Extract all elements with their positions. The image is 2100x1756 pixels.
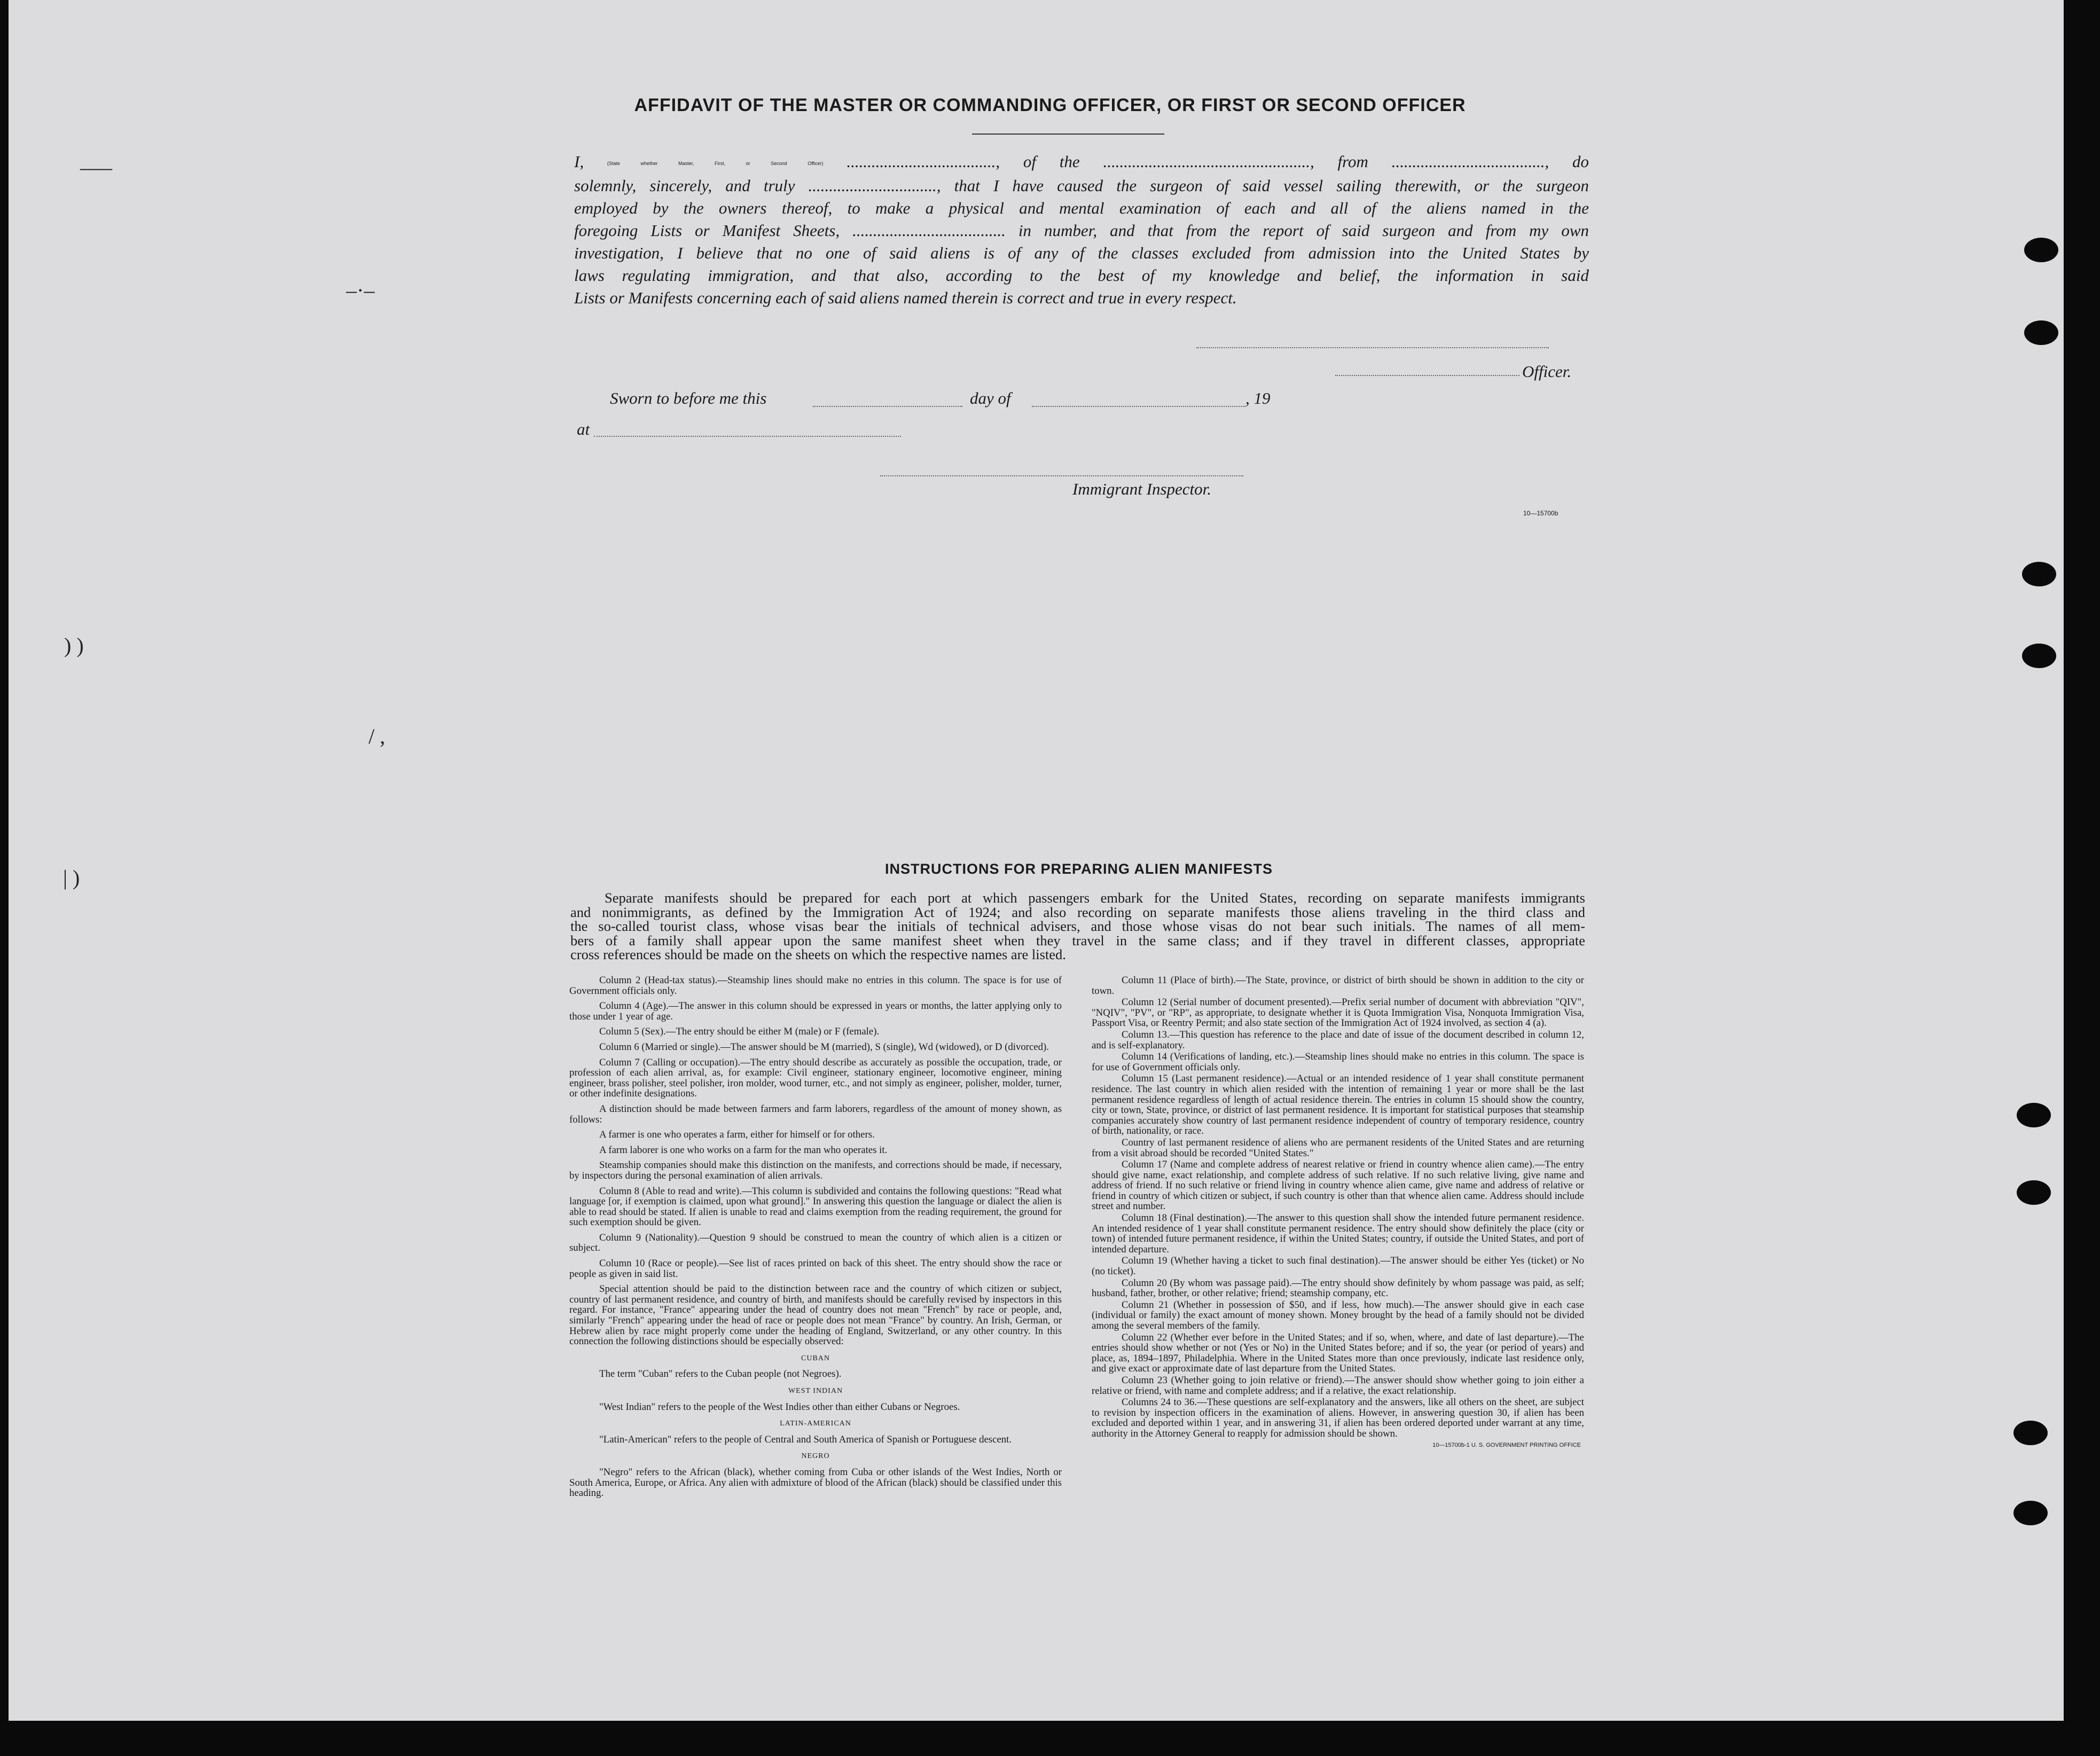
instruction-paragraph: Columns 24 to 36.—These questions are self-explanatory and the answers, like all others on the sheet, are subject to revision by inspection officers in the examination of aliens. However, in answering question 30, if alien has been excluded and deported within 1 year, and in answering 31, if alien has been ordered deported under warrant at any time, authority in the Attorney General to reapply for admission should be shown.	[1092, 1397, 1584, 1439]
margin-mark: / ,	[369, 724, 386, 748]
instruction-paragraph: Column 11 (Place of birth).—The State, province, or district of birth should be shown in addition to the city or town.	[1092, 975, 1584, 997]
instruction-paragraph: Column 8 (Able to read and write).—This column is subdivided and contains the following questions: "Read what language [or, if exemption is claimed, upon what ground]." In answering this question the language or dialect the alien is able to read should be stated. If alien is unable to read and claims exemption from the reading requirement, the ground for such exemption should be given.	[569, 1185, 1062, 1228]
officer-label: Officer.	[1522, 362, 1572, 381]
i-label: I,	[574, 152, 584, 171]
instruction-paragraph: Column 4 (Age).—The answer in this column should be expressed in years or months, the latter applying only to those under 1 year of age.	[569, 1000, 1062, 1022]
place-line	[594, 436, 901, 437]
instruction-paragraph: Column 20 (By whom was passage paid).—The entry should show definitely by whom passage was paid, as self; husband, father, brother, or other relative; friend; steamship company, etc.	[1092, 1277, 1584, 1299]
title-rule	[972, 134, 1164, 135]
intro-line: cross references should be made on the sheets on which the respective names are listed.	[570, 946, 1066, 962]
instruction-paragraph: Column 22 (Whether ever before in the United States; and if so, when, where, and date of last departure).—The entries should show whether or not (Yes or No) in the United States before; and if so, the year (or period of years) and place, as, 1894–1897, Philadelphia. Where in the United States more than once previously, indicate last residence only, and give exact or approximate date of last departure from the United States.	[1092, 1331, 1584, 1375]
punch-hole	[2022, 644, 2056, 668]
instruction-paragraph: Column 15 (Last permanent residence).—Actual or an intended residence of 1 year shall constitute permanent residence. The last country in which alien resided with the intention of remaining 1 year or more shall be the last permanent residence regardless of length of actual residence therein. The entries in column 15 should show the country, city or town, State, province, or district of last permanent residence. It is important for statistical purposes that steamship companies accurately show country of last permanent residence independent of country of temporary residence, country of birth, nationality, or race.	[1092, 1073, 1584, 1137]
intro-line: bers of a family shall appear upon the same manifest sheet when they travel in the same class; and if they travel in different classes, appropriate	[570, 932, 1585, 948]
instruction-paragraph: Column 12 (Serial number of document presented).—Prefix serial number of document with abbreviation "QIV", "NQIV", "PV", or "RP", as appropriate, to designate whether it is Quota Immigration Visa, Nonquota Immigration Visa, Passport Visa, or Reentry Permit; and also state section of the Immigration Act of 1924 involved, as section 4 (a).	[1092, 997, 1584, 1029]
race-heading: LATIN-AMERICAN	[780, 1420, 851, 1428]
officer-rank-note: (State whether Master, First, or Second Officer)	[607, 160, 824, 166]
instruction-paragraph: Column 19 (Whether having a ticket to such final destination).—The answer should be either Yes (ticket) or No (no ticket).	[1092, 1255, 1584, 1277]
affidavit-line-3: employed by the owners thereof, to make a physical and mental examination of each and all of the aliens named in the	[574, 198, 1589, 217]
of-the-label: , of the	[996, 152, 1080, 171]
instruction-paragraph: Column 2 (Head-tax status).—Steamship lines should make no entries in this column. The space is for use of Government officials only.	[569, 975, 1062, 997]
instructions-right-column	[1092, 975, 1584, 1451]
sworn-label: Sworn to before me this	[610, 389, 767, 407]
instruction-paragraph: Column 23 (Whether going to join relative or friend).—The answer should show whether going to join either a relative or friend, with name and complete address; and if a relative, the exact relationship.	[1092, 1374, 1584, 1397]
inspector-label: Immigrant Inspector.	[1072, 480, 1212, 498]
punch-hole	[2017, 1103, 2051, 1127]
instruction-paragraph: A farmer is one who operates a farm, either for himself or for others.	[599, 1129, 875, 1141]
margin-mark: ) )	[64, 633, 84, 657]
affidavit-line-1: I, (State whether Master, First, or Second Officer) ...................................., of the .................................................., from ....................................., do	[574, 152, 1589, 171]
margin-mark: | )	[63, 866, 80, 890]
race-definition: The term "Cuban" refers to the Cuban people (not Negroes).	[599, 1368, 842, 1380]
instruction-paragraph: Special attention should be paid to the distinction between race and the country of which citizen or subject, country of last permanent residence, and country of birth, and manifests should be carefully revised by inspectors in this regard. For instance, "France" appearing under the head of country does not mean "French" by race or people, and, similarly "French" appearing under the head of race or people does not mean "France" by country. An Irish, German, or Hebrew alien by race might properly come under the heading of England, Switzerland, or any other country. In this connection the following distinctions should be especially observed:	[569, 1283, 1062, 1347]
instructions-intro	[570, 891, 1585, 962]
sworn-day-line	[813, 406, 962, 407]
race-definition: "Negro" refers to the African (black), whether coming from Cuba or other islands of the West Indies, North or South America, Europe, or Africa. Any alien with admixture of blood of the African (black) should be classified under this heading.	[569, 1466, 1062, 1499]
punch-hole	[2024, 238, 2058, 262]
punch-hole	[2022, 562, 2056, 586]
affidavit-line-7: Lists or Manifests concerning each of said aliens named therein is correct and true in every respect.	[574, 288, 1237, 307]
form-number: 10—15700b	[1523, 509, 1558, 517]
punch-hole	[2024, 320, 2058, 345]
punch-hole	[2017, 1180, 2051, 1205]
instruction-paragraph: Column 13.—This question has reference to the place and date of issue of the document described in column 12, and is self-explanatory.	[1092, 1029, 1584, 1051]
at-label: at	[577, 420, 590, 438]
race-definition: "West Indian" refers to the people of the West Indies other than either Cubans or Negroes.	[599, 1401, 960, 1413]
affidavit-line-6: laws regulating immigration, and that also, according to the best of my knowledge and belief, the information in said	[574, 265, 1589, 285]
intro-line: Separate manifests should be prepared for each port at which passengers embark for the United States, recording on separate manifests immigrants	[605, 890, 1585, 906]
day-of-label: day of	[970, 389, 1011, 407]
instructions-title: INSTRUCTIONS FOR PREPARING ALIEN MANIFESTS	[884, 861, 1273, 877]
instruction-paragraph: Column 18 (Final destination).—The answer to this question shall show the intended future permanent residence. An intended residence of 1 year shall constitute permanent residence. The entry should show definitely the place (city or town) of intended future permanent residence, if within the United States; country, if outside the United States, and port of intended departure.	[1092, 1212, 1584, 1255]
instruction-paragraph: Column 9 (Nationality).—Question 9 should be construed to mean the country of which alien is a citizen or subject.	[569, 1232, 1062, 1254]
race-heading: CUBAN	[801, 1354, 830, 1362]
do-label: , do	[1545, 152, 1589, 171]
affidavit-line-5: investigation, I believe that no one of said aliens is of any of the classes excluded from admission into the United States by	[574, 243, 1589, 262]
instruction-paragraph: Column 5 (Sex).—The entry should be either M (male) or F (female).	[599, 1026, 880, 1038]
margin-mark: –—	[80, 155, 112, 179]
instruction-paragraph: Column 17 (Name and complete address of nearest relative or friend in country whence alien came).—The entry should give name, exact relationship, and complete address of such relative. If no such relative living, give name and address of friend. If no such relative or friend living in country whence alien came, give name and address of relative or friend in country of which citizen or subject, if such country is other than that whence alien came. Address should include street and number.	[1092, 1159, 1584, 1212]
inspector-signature-line	[880, 475, 1243, 476]
intro-line: the so-called tourist class, whose visas bear the initials of technical advisers, and those whose visas do not bear such initials. The names of all mem-	[570, 918, 1585, 934]
affidavit-line-4: foregoing Lists or Manifest Sheets, ..................................... in number, and that from the report of said surgeon and from my own	[574, 221, 1589, 240]
instruction-paragraph: Column 14 (Verifications of landing, etc.).—Steamship lines should make no entries in this column. The space is for use of Government officials only.	[1092, 1051, 1584, 1073]
instruction-paragraph: Column 10 (Race or people).—See list of races printed on back of this sheet. The entry should show the race or people as given in said list.	[569, 1258, 1062, 1280]
officer-signature-line	[1335, 375, 1519, 376]
race-heading: NEGRO	[801, 1452, 830, 1461]
punch-hole	[2013, 1421, 2048, 1445]
printing-office-code: 10—15700b-1 U. S. GOVERNMENT PRINTING OFFICE	[1432, 1441, 1581, 1448]
instruction-paragraph: Column 7 (Calling or occupation).—The entry should describe as accurately as possible the occupation, trade, or profession of each alien arrival, as, for example: Civil engineer, stationary engineer, locomotive engineer, mining engineer, brass polisher, steel polisher, iron molder, wood turner, etc., and not simply as engineer, polisher, molder, turner, or other indefinite designations.	[569, 1056, 1062, 1100]
punch-hole	[2013, 1501, 2048, 1525]
race-heading: WEST INDIAN	[788, 1387, 843, 1395]
signature-line	[1196, 347, 1549, 348]
instructions-left-column	[569, 975, 1062, 1503]
affidavit-body	[574, 151, 1589, 309]
race-definition: "Latin-American" refers to the people of Central and South America of Spanish or Portuguese descent.	[599, 1433, 1012, 1445]
year-label: , 19	[1245, 389, 1271, 407]
instruction-paragraph: A distinction should be made between farmers and farm laborers, regardless of the amount of money shown, as follows:	[569, 1103, 1062, 1125]
affidavit-title: AFFIDAVIT OF THE MASTER OR COMMANDING OFFICER, OR FIRST OR SECOND OFFICER	[634, 95, 1466, 115]
instruction-paragraph: Country of last permanent residence of aliens who are permanent residents of the United States and are returning from a visit abroad should be recorded "United States."	[1092, 1136, 1584, 1159]
instruction-paragraph: A farm laborer is one who works on a farm for the man who operates it.	[599, 1144, 888, 1156]
from-label: , from	[1310, 152, 1368, 171]
affidavit-line-2: solemnly, sincerely, and truly ..............................., that I have caused the surgeon of said vessel sailing therewith, or the surgeon	[574, 176, 1589, 195]
instruction-paragraph: Column 21 (Whether in possession of $50, and if less, how much).—The answer should give in each case (individual or family) the exact amount of money shown. Money brought by the head of a family should not be divided among the several members of the family.	[1092, 1299, 1584, 1331]
margin-mark: –·–	[346, 278, 375, 302]
intro-line: and nonimmigrants, as defined by the Immigration Act of 1924; and also recording on separate manifests those aliens traveling in the third class and	[570, 904, 1585, 920]
instruction-paragraph: Column 6 (Married or single).—The answer should be M (married), S (single), Wd (widowed), or D (divorced).	[599, 1041, 1049, 1053]
sworn-month-line	[1032, 406, 1245, 407]
instruction-paragraph: Steamship companies should make this distinction on the manifests, and corrections should be made, if necessary, by inspectors during the personal examination of alien arrivals.	[569, 1159, 1062, 1181]
